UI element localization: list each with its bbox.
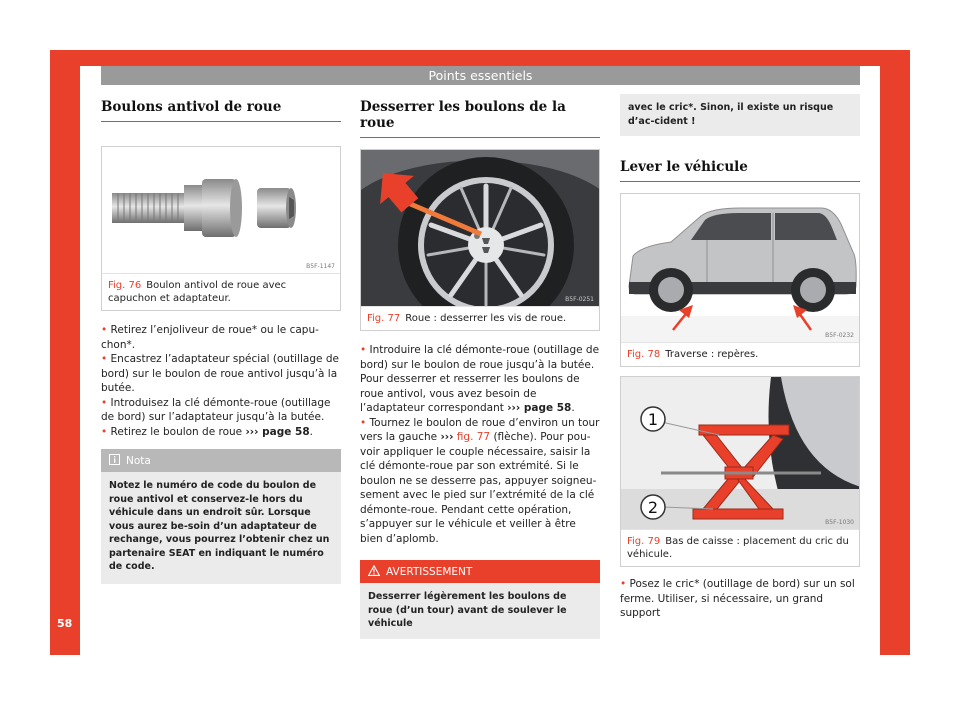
page-link[interactable]: ››› page 58 <box>507 402 572 414</box>
bullet: • <box>101 324 108 336</box>
page-link[interactable]: ››› page 58 <box>245 425 310 438</box>
figure-77 <box>360 149 600 331</box>
bullet: • <box>620 578 627 590</box>
list-item: • Introduire la clé démonte-roue (outillage de bord) sur le boulon de roue jusqu’à la butée. Pour desserrer et resserrer les boulons de roue antivol, vous avez besoin de l’adaptateur correspondant ››› page 58. <box>360 344 600 414</box>
warning-box <box>360 560 600 639</box>
figure-label: Fig. 76 <box>108 280 142 291</box>
info-square-icon <box>109 454 120 465</box>
figure-caption <box>621 529 859 566</box>
warning-triangle-icon <box>368 565 380 576</box>
section-header: Points essentiels <box>101 66 860 85</box>
jack-illustration <box>621 377 859 529</box>
vehicle-illustration <box>621 194 859 342</box>
figure-link[interactable]: fig. 77 <box>456 431 491 443</box>
caption-text: Roue : desserrer les vis de roue. <box>405 313 567 324</box>
item-text: Posez le cric* (outillage de bord) sur un sol ferme. Utiliser, si nécessaire, un grand support <box>620 578 855 619</box>
list-item <box>360 416 600 547</box>
warning-body: Desserrer légèrement les boulons de roue (d’un tour) avant de soulever le véhicule <box>368 591 567 629</box>
bullet: • <box>101 396 108 409</box>
suv-side-image <box>621 194 859 342</box>
column-1 <box>101 94 341 584</box>
column-2 <box>360 94 600 639</box>
warning-title: AVERTISSEMENT <box>386 566 473 578</box>
figure-code: B5F-0251 <box>565 296 594 303</box>
jack-image <box>621 377 859 529</box>
figure-79 <box>620 376 860 567</box>
bullet: • <box>101 425 108 438</box>
item-text: Retirez l’enjoliveur de roue* ou le capu-chon*. <box>101 324 319 351</box>
item-text: Introduire la clé démonte-roue (outillage de bord) sur le boulon de roue jusqu’à la butée. Pour desserrer et resserrer les boulons de roue antivol, vous avez besoin de l’adaptateur correspondant <box>360 344 600 414</box>
nota-box <box>101 449 341 584</box>
figure-caption <box>361 306 599 330</box>
nota-body: Notez le numéro de code du boulon de roue antivol et conservez-le hors du véhicule dans un endroit sûr. Lorsque vous aurez be-soin d’un adaptateur de rechange, vous pourrez l’obtenir chez un partenaire SEAT en indiquant le numéro de code. <box>109 480 330 572</box>
item-text: Encastrez l’adaptateur spécial (outillage de bord) sur le boulon de roue antivol jusqu’à la butée. <box>101 353 339 394</box>
warning-header <box>360 560 600 583</box>
list-item <box>101 352 341 396</box>
bullet: • <box>360 416 367 429</box>
instructions-list <box>101 323 341 439</box>
list-item <box>620 577 860 621</box>
figure-code: B5F-1030 <box>825 519 854 526</box>
figure-code: B5F-1147 <box>306 263 335 270</box>
figure-code: B5F-0232 <box>825 332 854 339</box>
item-text: Introduisez la clé démonte-roue (outillage de bord) sur l’adaptateur jusqu’à la butée. <box>101 396 331 423</box>
figure-label: Fig. 77 <box>367 313 401 324</box>
warning-body: avec le cric*. Sinon, il existe un risque d’ac-cident ! <box>628 102 834 127</box>
item-text: (flèche). Pour pou-voir appliquer le couple nécessaire, saisir la clé démonte-roue par son extrémité. Si le boulon ne se desserre pas, appuyer soigneu-sement avec le pied sur l’extrémité de la clé démonte-roue. Pendant cette opération, s’appuyer sur le véhicule et veiller à être bien d’aplomb. <box>360 431 597 545</box>
figure-label: Fig. 78 <box>627 349 661 360</box>
warning-box-continued <box>620 94 860 136</box>
item-text: Tournez le boulon de roue d’environ un tour vers la gauche <box>360 416 600 443</box>
page-number: 58 <box>57 617 73 630</box>
item-text: Retirez le boulon de roue <box>110 425 246 438</box>
nota-title: Nota <box>126 455 151 467</box>
bullet: • <box>101 353 108 365</box>
nota-header <box>101 449 341 472</box>
list-item <box>101 396 341 425</box>
caption-text: Boulon antivol de roue avec capuchon et adaptateur. <box>108 280 287 304</box>
figure-76 <box>101 146 341 311</box>
heading-antitheft-bolts: Boulons antivol de roue <box>101 94 341 122</box>
wheel-image <box>361 150 599 306</box>
list-item <box>101 323 341 352</box>
wheel-illustration <box>361 150 599 306</box>
list-item: • Retirez le boulon de roue ››› page 58. <box>101 425 313 438</box>
caption-text: Bas de caisse : placement du cric du véhicule. <box>627 536 849 560</box>
column-3 <box>620 94 860 621</box>
bullet: • <box>360 344 367 356</box>
instructions-list <box>360 343 600 546</box>
caption-text: Traverse : repères. <box>665 349 759 360</box>
bolt-adapter-image <box>102 147 340 273</box>
callout-2: 2 <box>647 498 659 517</box>
callout-1: 1 <box>647 410 659 429</box>
heading-loosen-bolts: Desserrer les boulons de la roue <box>360 94 600 138</box>
figure-caption <box>621 342 859 366</box>
figure-caption <box>102 273 340 310</box>
heading-lift-vehicle: Lever le véhicule <box>620 154 860 182</box>
figure-78 <box>620 193 860 367</box>
instructions-list <box>620 577 860 621</box>
bolt-illustration <box>102 147 340 273</box>
figure-label: Fig. 79 <box>627 536 661 547</box>
arrow-marker: ››› <box>440 431 454 443</box>
